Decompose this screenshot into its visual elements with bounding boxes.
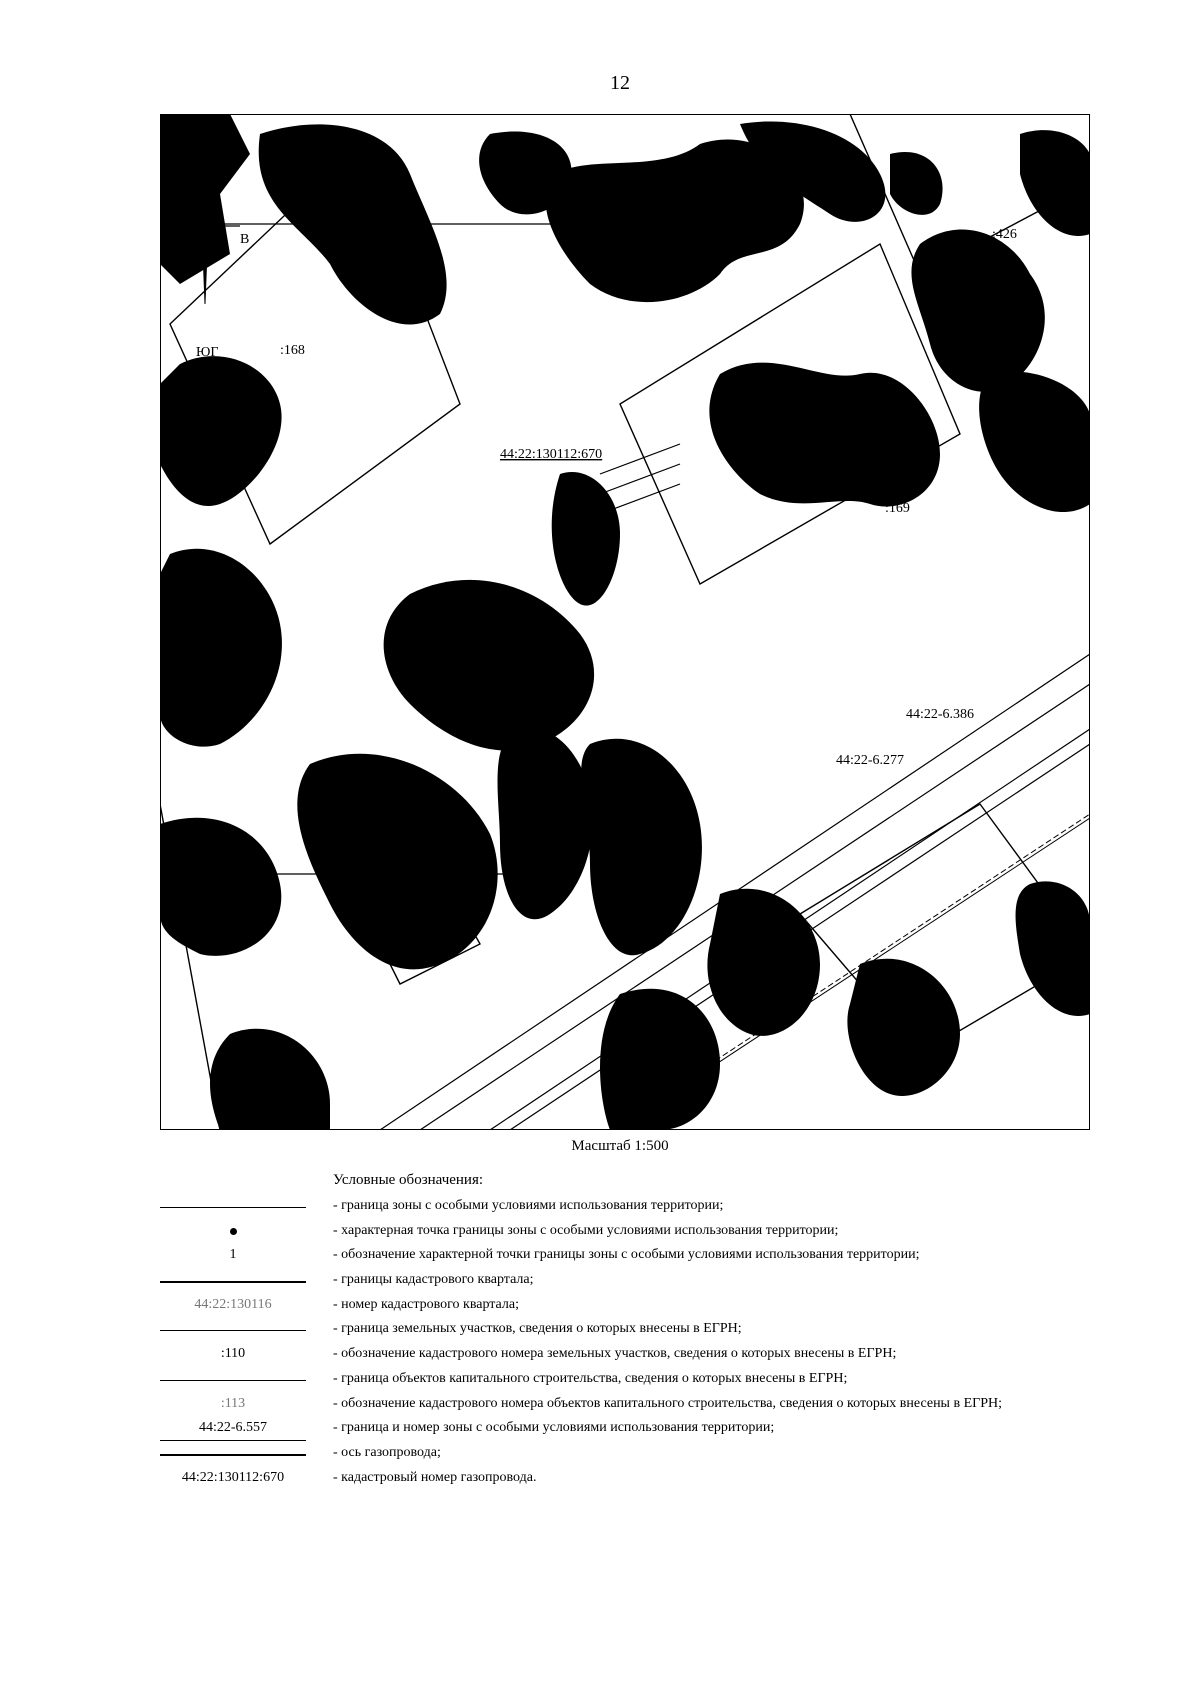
legend-description: - обозначение характерной точки границы зоны с особыми условиями использования территории; bbox=[333, 1247, 920, 1262]
legend-symbol-quarter-boundary bbox=[160, 1269, 306, 1293]
point-4-label: 4 bbox=[578, 565, 585, 580]
legend-symbol-building-number: :113 bbox=[220, 1396, 246, 1411]
compass-north-label: С bbox=[206, 125, 216, 140]
legend-item bbox=[0, 1393, 1200, 1417]
legend-description: - граница объектов капитального строительства, сведения о которых внесены в ЕГРН; bbox=[333, 1371, 848, 1386]
cadastral-map bbox=[160, 114, 1090, 1130]
quarter-label: 44:22:130112 bbox=[456, 697, 534, 712]
compass-south-label: ЮГ bbox=[196, 345, 219, 360]
legend-description: - ось газопровода; bbox=[333, 1445, 441, 1460]
legend-symbol-gas-axis bbox=[160, 1442, 306, 1466]
legend-description: - граница зоны с особыми условиями использования территории; bbox=[333, 1198, 724, 1213]
parcel-label-168: :168 bbox=[280, 343, 305, 358]
legend-description: - граница земельных участков, сведения о которых внесены в ЕГРН; bbox=[333, 1321, 742, 1336]
legend-item bbox=[0, 1318, 1200, 1342]
legend-symbol-zone-number: 44:22-6.557 bbox=[160, 1417, 306, 1441]
compass-east-label: В bbox=[240, 232, 250, 247]
legend-item bbox=[0, 1368, 1200, 1392]
legend-item bbox=[0, 1195, 1200, 1219]
point-icon bbox=[230, 1228, 237, 1235]
legend-description: - кадастровый номер газопровода. bbox=[333, 1470, 537, 1485]
legend-description: - характерная точка границы зоны с особыми условиями использования территории; bbox=[333, 1223, 839, 1238]
legend-symbol-gas-number: 44:22:130112:670 bbox=[181, 1470, 285, 1485]
legend-symbol-point-number: 1 bbox=[229, 1247, 237, 1262]
parcel-label-169: :169 bbox=[885, 501, 910, 516]
legend-symbol-parcel-number: :110 bbox=[220, 1346, 246, 1361]
legend-item bbox=[0, 1467, 1200, 1491]
legend-item bbox=[0, 1343, 1200, 1367]
legend-description: - обозначение кадастрового номера земельных участков, сведения о которых внесены в ЕГРН; bbox=[333, 1346, 897, 1361]
legend-symbol-quarter-number: 44:22:130116 bbox=[194, 1297, 272, 1312]
legend-symbol-point bbox=[160, 1220, 306, 1244]
legend-description: - номер кадастрового квартала; bbox=[333, 1297, 519, 1312]
legend-item bbox=[0, 1244, 1200, 1268]
legend-item bbox=[0, 1442, 1200, 1466]
parcel-label-426: :426 bbox=[992, 227, 1017, 242]
legend-symbol-building-boundary bbox=[160, 1368, 306, 1392]
parcel-label-422: :422 bbox=[405, 928, 430, 943]
legend-description: - границы кадастрового квартала; bbox=[333, 1272, 534, 1287]
legend-title: Условные обозначения: bbox=[333, 1172, 484, 1188]
legend-item bbox=[0, 1269, 1200, 1293]
map-canvas bbox=[160, 114, 1090, 1130]
legend-symbol-zone-boundary bbox=[160, 1195, 306, 1219]
legend-item bbox=[0, 1220, 1200, 1244]
gas-pipeline-label: 44:22:130112:670 bbox=[500, 447, 603, 462]
zone-label-277: 44:22-6.277 bbox=[836, 753, 905, 768]
legend-item bbox=[0, 1417, 1200, 1441]
legend-description: - граница и номер зоны с особыми условиями использования территории; bbox=[333, 1420, 775, 1435]
legend-symbol-parcel-boundary bbox=[160, 1318, 306, 1342]
legend-item bbox=[0, 1294, 1200, 1318]
page-number: 12 bbox=[610, 72, 630, 94]
map-scale: Масштаб 1:500 bbox=[571, 1138, 669, 1154]
zone-label-386: 44:22-6.386 bbox=[906, 707, 975, 722]
legend-description: - обозначение кадастрового номера объектов капитального строительства, сведения о которых внесены в ЕГРН; bbox=[333, 1396, 1003, 1411]
